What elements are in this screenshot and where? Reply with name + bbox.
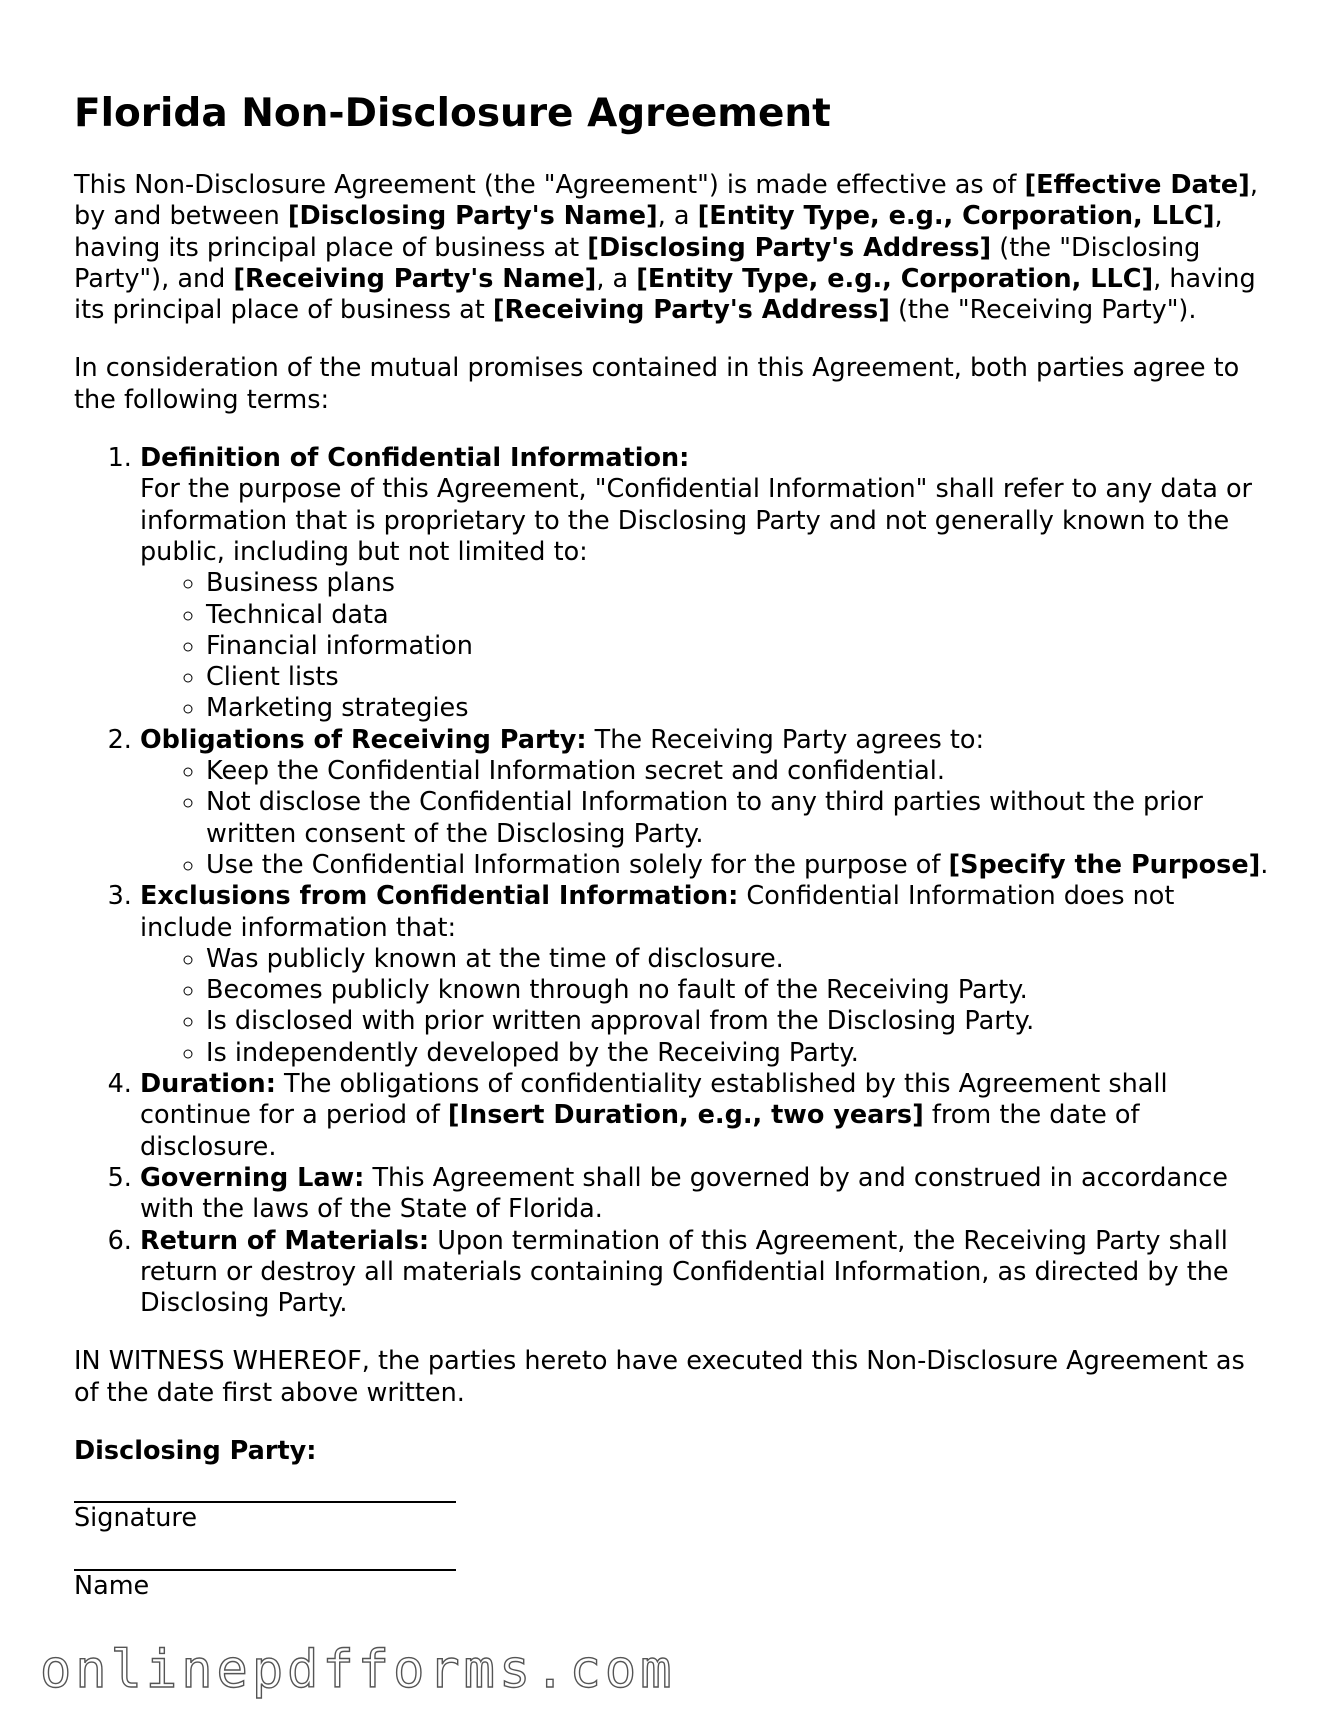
term-body: Upon termination of this Agreement, the Receiving Party shall return or destroy all materials containing Confidential Information, as directed by the Disclosing Party. <box>140 1225 1229 1319</box>
term-heading: Governing Law: <box>140 1162 365 1193</box>
list-item: ◦ Client lists <box>206 662 1274 693</box>
consideration-paragraph: In consideration of the mutual promises contained in this Agreement, both parties agree to the following terms: <box>74 353 1240 415</box>
effective-date-placeholder: [Effective Date] <box>1024 170 1250 200</box>
terms-list <box>74 443 1274 1319</box>
witness-paragraph: IN WITNESS WHEREOF, the parties hereto have executed this Non-Disclosure Agreement as of the date first above written. <box>74 1346 1245 1408</box>
list-item: ◦ Financial information <box>206 631 1274 662</box>
list-item: ◦ Business plans <box>206 568 1274 599</box>
receiving-address-placeholder: [Receiving Party's Address] <box>492 295 890 326</box>
term-body: from the date of disclosure. <box>140 1100 1140 1162</box>
disclosing-entity-type-placeholder: [Entity Type, e.g., Corporation, LLC] <box>697 201 1215 232</box>
list-item: ◦ Was publicly known at the time of disclosure. <box>206 944 1274 975</box>
term-body: For the purpose of this Agreement, "Confidential Information" shall refer to any data or information that is proprietary to the Disclosing Party and not generally known to the public, including but not limited to: <box>140 474 1253 567</box>
term-heading: Exclusions from Confidential Information: <box>140 881 739 912</box>
intro-text: (the "Receiving Party"). <box>889 295 1197 326</box>
term-governing-law <box>140 1163 1274 1226</box>
signature-heading: Disclosing Party: <box>74 1435 317 1466</box>
term-return-of-materials <box>140 1226 1274 1320</box>
list-item-text: Use the Confidential Information solely for the purpose of <box>206 849 949 880</box>
term-obligations <box>140 725 1274 881</box>
exclusions-list <box>140 944 1274 1069</box>
duration-placeholder: [Insert Duration, e.g., two years] <box>447 1100 924 1131</box>
disclosing-address-placeholder: [Disclosing Party's Address] <box>587 232 992 263</box>
signature-block <box>74 1436 1274 1602</box>
disclosing-party-name-placeholder: [Disclosing Party's Name] <box>287 201 658 232</box>
term-body: The Receiving Party agrees to: <box>586 724 985 755</box>
document-title: Florida Non-Disclosure Agreement <box>74 91 831 136</box>
intro-text: , having its principal place of business at <box>74 263 1256 326</box>
list-item-text: . <box>1260 849 1269 880</box>
watermark-text: onlinepdfforms.com <box>40 1640 676 1700</box>
intro-text: , a <box>596 263 637 294</box>
signature-line[interactable] <box>74 1479 456 1503</box>
list-item: ◦ Technical data <box>206 600 1274 631</box>
term-body: Confidential Information does not include information that: <box>140 881 1175 943</box>
intro-text: , a <box>657 201 698 232</box>
list-item: ◦ Not disclose the Confidential Information to any third parties without the prior written consent of the Disclosing Party. <box>206 787 1274 850</box>
signature-label: Signature <box>74 1503 198 1534</box>
list-item <box>206 850 1274 881</box>
term-heading: Obligations of Receiving Party: <box>140 724 587 755</box>
intro-text: , by and between <box>74 170 1258 232</box>
term-heading: Duration: <box>140 1069 276 1100</box>
list-item: ◦ Is independently developed by the Receiving Party. <box>206 1038 1274 1069</box>
name-line[interactable] <box>74 1547 456 1571</box>
purpose-placeholder: [Specify the Purpose] <box>948 849 1261 880</box>
term-duration <box>140 1069 1274 1163</box>
intro-text: This Non-Disclosure Agreement (the "Agreement") is made effective as of <box>74 170 1025 200</box>
obligations-list <box>140 756 1274 881</box>
receiving-party-name-placeholder: [Receiving Party's Name] <box>233 263 597 294</box>
intro-paragraph <box>74 170 1274 326</box>
term-exclusions <box>140 881 1274 1069</box>
term-body: This Agreement shall be governed by and construed in accordance with the laws of the State of Florida. <box>140 1162 1228 1225</box>
receiving-entity-type-placeholder: [Entity Type, e.g., Corporation, LLC] <box>636 263 1154 294</box>
list-item: ◦ Is disclosed with prior written approval from the Disclosing Party. <box>206 1006 1274 1037</box>
list-item: ◦ Marketing strategies <box>206 693 1274 724</box>
term-body: The obligations of confidentiality established by this Agreement shall continue for a period of <box>140 1069 1168 1131</box>
intro-text: (the "Disclosing Party"), and <box>74 232 1201 294</box>
term-heading: Definition of Confidential Information: <box>140 443 690 474</box>
intro-text: , having its principal place of business at <box>74 201 1223 263</box>
term-definition <box>140 443 1274 725</box>
term-heading: Return of Materials: <box>140 1225 430 1256</box>
list-item: ◦ Keep the Confidential Information secret and confidential. <box>206 756 1274 787</box>
confidential-info-examples <box>140 568 1274 724</box>
list-item: ◦ Becomes publicly known through no fault of the Receiving Party. <box>206 975 1274 1006</box>
document-page <box>74 86 1274 1614</box>
name-label: Name <box>74 1570 150 1601</box>
